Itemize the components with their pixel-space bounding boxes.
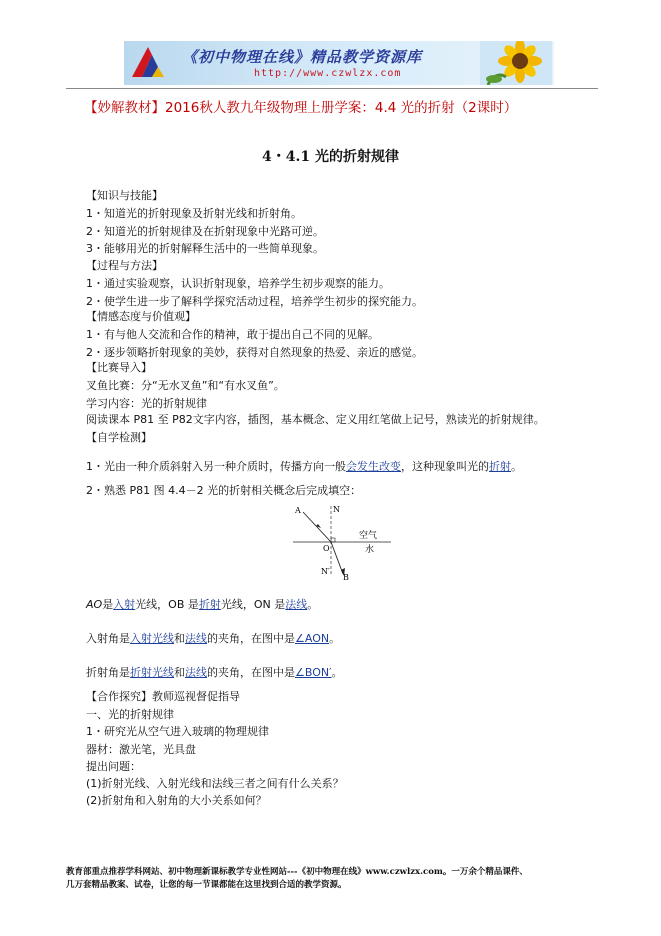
label-N: N [333, 505, 340, 514]
fill-line-1 [86, 598, 318, 612]
process-item-1: 1・通过实验观察，认识折射现象，培养学生初步观察的能力。 [86, 277, 390, 290]
fill-answer-angle-aon: ∠AON [295, 632, 330, 645]
knowledge-item-2: 2・知道光的折射规律及在折射现象中光路可逆。 [86, 225, 324, 238]
q1-answer-1: 会发生改变 [346, 460, 401, 473]
sunflower-icon [480, 41, 552, 85]
fill-text: 。 [307, 598, 319, 611]
fill-answer-normal: 法线 [285, 598, 308, 611]
header-divider [66, 88, 598, 89]
selfcheck-q1 [86, 460, 522, 474]
header-banner [124, 41, 554, 85]
section-heading-intro: 【比赛导入】 [86, 361, 152, 374]
fill-answer-normal: 法线 [185, 632, 207, 645]
section-heading-knowledge: 【知识与技能】 [86, 189, 163, 202]
intro-reading: 阅读课本 P81 至 P82文字内容，插图，基本概念、定义用红笔做上记号，熟读光的折射规律。 [86, 413, 545, 426]
q1-text-a: 1・光由一种介质斜射入另一种介质时，传播方向一般 [86, 460, 346, 473]
fill-line-3 [86, 666, 343, 680]
intro-content: 学习内容：光的折射规律 [86, 397, 207, 410]
section-heading-selfcheck: 【自学检测】 [86, 431, 152, 444]
fill-text: 。 [331, 666, 343, 679]
fill-text: 的夹角，在图中是 [207, 666, 295, 679]
refracted-ray [331, 542, 343, 574]
label-B: B [343, 573, 349, 582]
cooperate-question-1: (1)折射光线、入射光线和法线三者之间有什么关系？ [86, 777, 344, 790]
fill-text: 和 [174, 666, 185, 679]
fill-text: 光线，OB 是 [135, 598, 199, 611]
cooperate-item-1: 一、光的折射规律 [86, 708, 174, 721]
fill-answer-normal: 法线 [185, 666, 207, 679]
cooperate-questions-label: 提出问题： [86, 760, 141, 773]
fill-answer-incident-ray: 入射光线 [130, 632, 174, 645]
label-N-prime: N′ [321, 567, 330, 576]
lesson-title: 4・4.1 光的折射规律 [262, 149, 399, 165]
fill-text: 和 [174, 632, 185, 645]
refraction-diagram [285, 500, 395, 582]
attitude-item-1: 1・有与他人交流和合作的精神，敢于提出自己不同的见解。 [86, 328, 379, 341]
fill-text: 入射角是 [86, 632, 130, 645]
fill-answer-angle-bon: ∠BON′ [295, 666, 332, 679]
q1-text-e: 。 [511, 460, 522, 473]
right-angle-mark [331, 538, 335, 542]
section-heading-attitude: 【情感态度与价值观】 [86, 310, 196, 323]
knowledge-item-3: 3・能够用光的折射解释生活中的一些简单现象。 [86, 242, 324, 255]
intro-game: 叉鱼比赛：分“无水叉鱼”和“有水叉鱼”。 [86, 379, 285, 392]
fill-ao: AO [86, 598, 103, 611]
footer-line-1: 教育部重点推荐学科网站、初中物理新课标教学专业性网站---《初中物理在线》www.czwlzx.com。一万余个精品课件、 [66, 867, 528, 877]
selfcheck-q2: 2・熟悉 P81 图 4.4－2 光的折射相关概念后完成填空： [86, 484, 362, 497]
knowledge-item-1: 1・知道光的折射现象及折射光线和折射角。 [86, 207, 302, 220]
banner-url[interactable]: http://www.czwlzx.com [254, 68, 402, 79]
site-logo-icon [128, 43, 168, 83]
fill-text: 的夹角，在图中是 [207, 632, 295, 645]
cooperate-item-2: 1・研究光从空气进入玻璃的物理规律 [86, 725, 269, 738]
fill-answer-incident: 入射 [113, 598, 136, 611]
fill-text: 是 [102, 598, 114, 611]
label-water: 水 [365, 545, 375, 555]
fill-answer-refracted: 折射 [198, 598, 221, 611]
incident-arrow-icon [316, 524, 321, 528]
banner-title: 《初中物理在线》精品教学资源库 [182, 48, 423, 66]
fill-answer-refracted-ray: 折射光线 [130, 666, 174, 679]
label-A: A [295, 506, 301, 515]
label-air: 空气 [359, 531, 378, 541]
section-heading-cooperate: 【合作探究】教师巡视督促指导 [86, 690, 240, 703]
fill-line-2 [86, 632, 340, 646]
cooperate-equipment: 器材：激光笔，光具盘 [86, 743, 196, 756]
footer-line-2: 几万套精品教案、试卷，让您的每一节课都能在这里找到合适的教学资源。 [66, 880, 347, 890]
attitude-item-2: 2・逐步领略折射现象的美妙，获得对自然现象的热爱、亲近的感觉。 [86, 346, 423, 359]
fill-text: 。 [329, 632, 341, 645]
fill-text: 折射角是 [86, 666, 130, 679]
process-item-2: 2・使学生进一步了解科学探究活动过程，培养学生初步的探究能力。 [86, 295, 423, 308]
cooperate-question-2: (2)折射角和入射角的大小关系如何？ [86, 794, 267, 807]
q1-answer-2: 折射 [489, 460, 511, 473]
document-title: 【妙解教材】2016秋人教九年级物理上册学案：4.4 光的折射（2课时） [84, 100, 518, 116]
q1-text-c: ，这种现象叫光的 [401, 460, 489, 473]
label-O: O [323, 544, 330, 553]
section-heading-process: 【过程与方法】 [86, 259, 163, 272]
incident-ray [303, 512, 331, 542]
fill-text: 光线，ON 是 [220, 598, 286, 611]
